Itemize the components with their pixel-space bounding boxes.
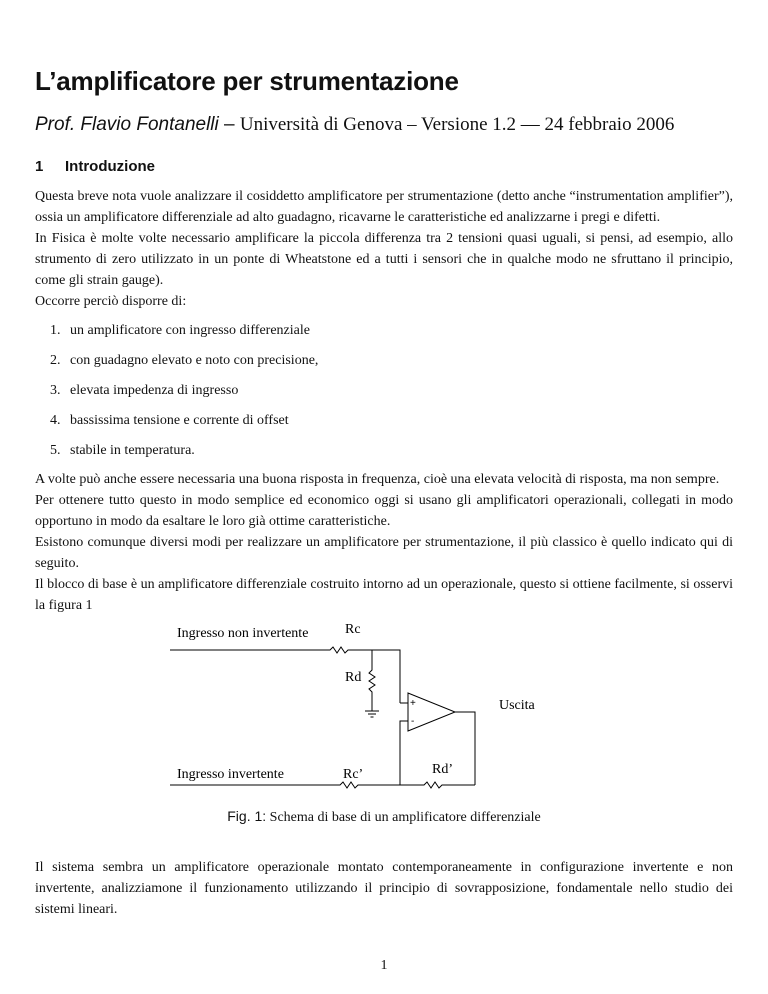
intro-text (35, 186, 733, 312)
requirements-list (50, 320, 730, 470)
ground-icon (365, 711, 379, 717)
list-item (50, 350, 730, 380)
section-heading (35, 158, 155, 175)
caption-label: Fig. 1: (227, 808, 267, 824)
section-number: 1 (35, 158, 44, 175)
list-item (50, 380, 730, 410)
rc-resistor-wire (170, 647, 400, 703)
list-text: stabile in temperatura. (70, 443, 195, 458)
paragraph: Occorre perciò disporre di: (35, 294, 187, 309)
label-plus: + (410, 698, 416, 709)
affiliation-version-date: Università di Genova – Versione 1.2 — 24 febbraio 2006 (239, 114, 675, 135)
differential-amplifier-schematic (170, 615, 570, 815)
paragraph: In Fisica è molte volte necessario amplificare la piccola differenza tra 2 tensioni quasi uguali, si pensi, ad esempio, allo strumento di zero utilizzato in un ponte di Wheatstone ed a tutti i sensori che in qualche modo ne sfruttano il principio, come gli strain gauge). (35, 231, 733, 288)
list-number: 2. (50, 353, 61, 368)
document-title: L’amplificatore per strumentazione (35, 66, 459, 96)
section-title: Introduzione (65, 158, 155, 175)
label-rc-prime: Rc’ (343, 767, 364, 782)
list-number: 5. (50, 443, 61, 458)
body-text (35, 469, 733, 616)
label-input-inverting: Ingresso invertente (177, 767, 284, 782)
list-number: 4. (50, 413, 61, 428)
page-number: 1 (380, 958, 388, 973)
list-text: elevata impedenza di ingresso (70, 383, 239, 398)
list-number: 3. (50, 383, 61, 398)
label-input-noninverting: Ingresso non invertente (177, 626, 309, 641)
paragraph: Questa breve nota vuole analizzare il cosiddetto amplificatore per strumentazione (detto anche “instrumentation amplifier”), ossia un amplificatore differenziale ad alto guadagno, ricavarne le caratteristiche ed analizzarne i pregi e difetti. (35, 189, 733, 225)
list-text: con guadagno elevato e noto con precisione, (70, 353, 319, 368)
rc-prime-resistor-wire (170, 782, 400, 788)
paragraph: A volte può anche essere necessaria una buona risposta in frequenza, cioè una elevata velocità di risposta, ma non sempre. (35, 472, 720, 487)
minus-input-wire (400, 721, 408, 737)
rd-resistor-wire (369, 650, 375, 711)
closing-text (35, 857, 733, 920)
output-wire (455, 712, 475, 785)
paragraph: Il sistema sembra un amplificatore operazionale montato contemporaneamente in configurazione invertente e non invertente, analizziamone il funzionamento utilizzando il principio di sovrapposizione, fondamentale nello studio dei sistemi lineari. (35, 860, 733, 917)
list-item (50, 410, 730, 440)
list-text: un amplificatore con ingresso differenziale (70, 323, 310, 338)
list-number: 1. (50, 323, 61, 338)
paragraph: Esistono comunque diversi modi per realizzare un amplificatore per strumentazione, il più classico è quello indicato qui di seguito. (35, 535, 733, 571)
paragraph: Il blocco di base è un amplificatore differenziale costruito intorno ad un operazionale, questo si ottiene facilmente, si osservi la figura 1 (35, 577, 733, 613)
label-rd: Rd (345, 670, 362, 685)
label-rc: Rc (345, 622, 361, 637)
subtitle-separator: – (218, 114, 240, 135)
list-text: bassissima tensione e corrente di offset (70, 413, 289, 428)
label-rd-prime: Rd’ (432, 762, 453, 777)
caption-text: Schema di base di un amplificatore differenziale (266, 810, 541, 825)
list-item (50, 440, 730, 470)
document-subtitle (35, 114, 674, 136)
figure-caption (0, 808, 768, 826)
paragraph: Per ottenere tutto questo in modo semplice ed economico oggi si usano gli amplificatori operazionali, collegati in modo opportuno in modo da esaltare le loro già ottime caratteristiche. (35, 493, 733, 529)
label-output: Uscita (499, 698, 535, 713)
label-minus: - (411, 716, 415, 727)
author-name: Prof. Flavio Fontanelli (35, 114, 219, 135)
list-item (50, 320, 730, 350)
